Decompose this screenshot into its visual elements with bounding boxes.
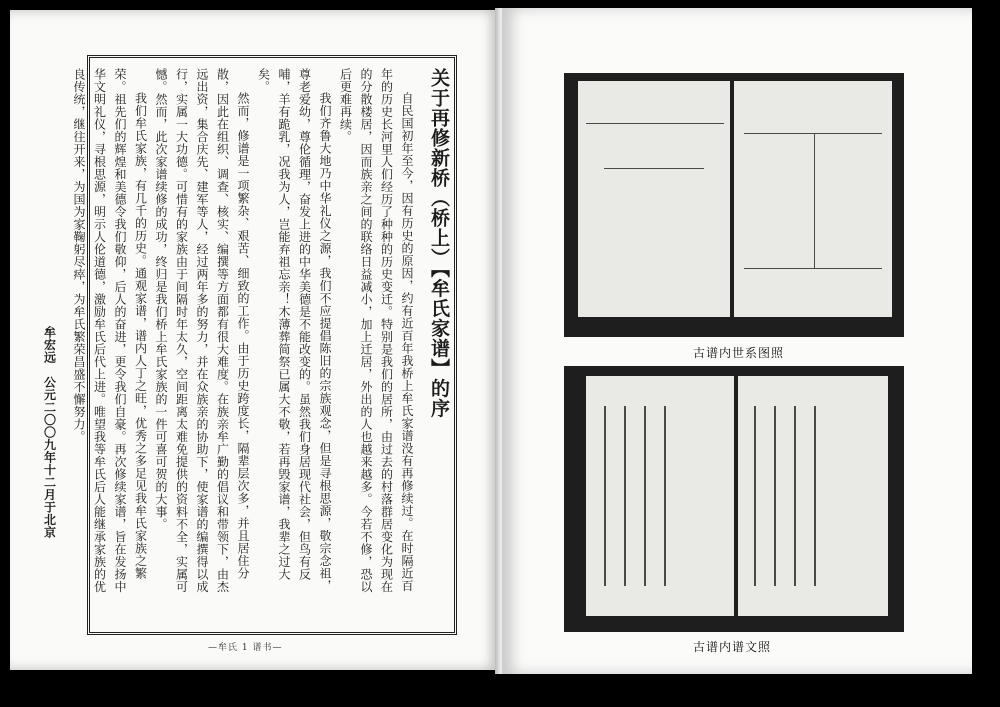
chart-line (744, 133, 882, 134)
photo-caption-2: 古谱内谱文照 (693, 640, 772, 654)
preface-paragraph-4: 我们牟氏家族，有几千的历史。通观家谱，谱内人丁之旺，优秀之多足见我牟氏家族之繁荣。祖先们的辉煌和美德令我们敬仰，后人的奋进，更令我们自豪。再次修续家谱，旨在发扬中华文明礼仪，寻根思源，明示人伦道德，激励牟氏后代上进。唯望我等牟氏后人能继承家族的优良传统，继往开来，为国为家鞠躬尽瘁，为牟氏繁荣昌盛不懈努力。 (72, 68, 148, 593)
text-column (664, 406, 666, 586)
preface-paragraph-2: 我们齐鲁大地乃中华礼仪之源，我们不应提倡陈旧的宗族观念，但是寻根思源，敬宗念祖，尊老爱幼，尊伦循理，奋发上进的中华美德是不能改变的。虽然我们身居现代社会，但鸟有反哺，羊有跪乳，况我为人，岂能弃祖忘亲！木薄葬简祭已属大不敬，若再毁家谱，我辈之过大矣。 (256, 68, 332, 592)
genealogy-chart-photo (564, 73, 904, 337)
page-footer: —牟氏 1 谱书— (208, 643, 283, 653)
preface-text-block (42, 68, 451, 623)
photo-right-page (738, 376, 888, 616)
text-column (814, 406, 816, 586)
text-column (754, 406, 756, 586)
photo-left-page (586, 376, 734, 616)
photo-right-page (734, 81, 892, 317)
chart-line (604, 168, 704, 169)
preface-paragraph-3: 然而，修谱是一项繁杂、艰苦、细致的工作。由于历史跨度长，隔辈层次多，并且居住分散，因此在组织、调查、核实、编撰等方面都有很大难度。在族亲牟广勤的倡议和带领下，由杰远出资，集合庆先、建军等人，经过两年多的努力，并在众族亲的协助下，使家谱的编撰得以成行，实属一大功德。可惜有的家族由于间隔时年太久，空间距离太难免提供的资料不全，实属可憾。然而，此次家谱续修的成功，终归是我们桥上牟氏家族的一件可喜可贺的大事。 (154, 68, 250, 593)
preface-signature: 牟宏远 公元二〇〇九年十二月于北京 (42, 326, 57, 539)
genealogy-text-photo (564, 366, 904, 632)
photo-left-page (578, 81, 730, 317)
preface-paragraph-1: 自民国初年至今，因有历史的原因，约有近百年我桥上牟氏家谱没有再修续过。在时隔近百年的历史长河里人们经历了种种的历史变迁。特别是我们的居所，由过去的村落群居变化为现在的分散楼居，因而族亲之间的联络日益减小，加上迁居，外出的人也越来越多。今若不修，恐以后更难再续。 (338, 68, 414, 593)
text-column (604, 406, 606, 586)
text-column (774, 406, 776, 586)
preface-frame (42, 55, 457, 635)
chart-line (744, 268, 882, 269)
chart-line (814, 133, 815, 268)
photo-caption-1: 古谱内世系图照 (693, 346, 785, 360)
text-column (644, 406, 646, 586)
chart-line (586, 123, 724, 124)
text-column (624, 406, 626, 586)
preface-title: 关于再修新桥（桥上）【牟氏家谱】的序 (428, 68, 450, 419)
text-column (794, 406, 796, 586)
